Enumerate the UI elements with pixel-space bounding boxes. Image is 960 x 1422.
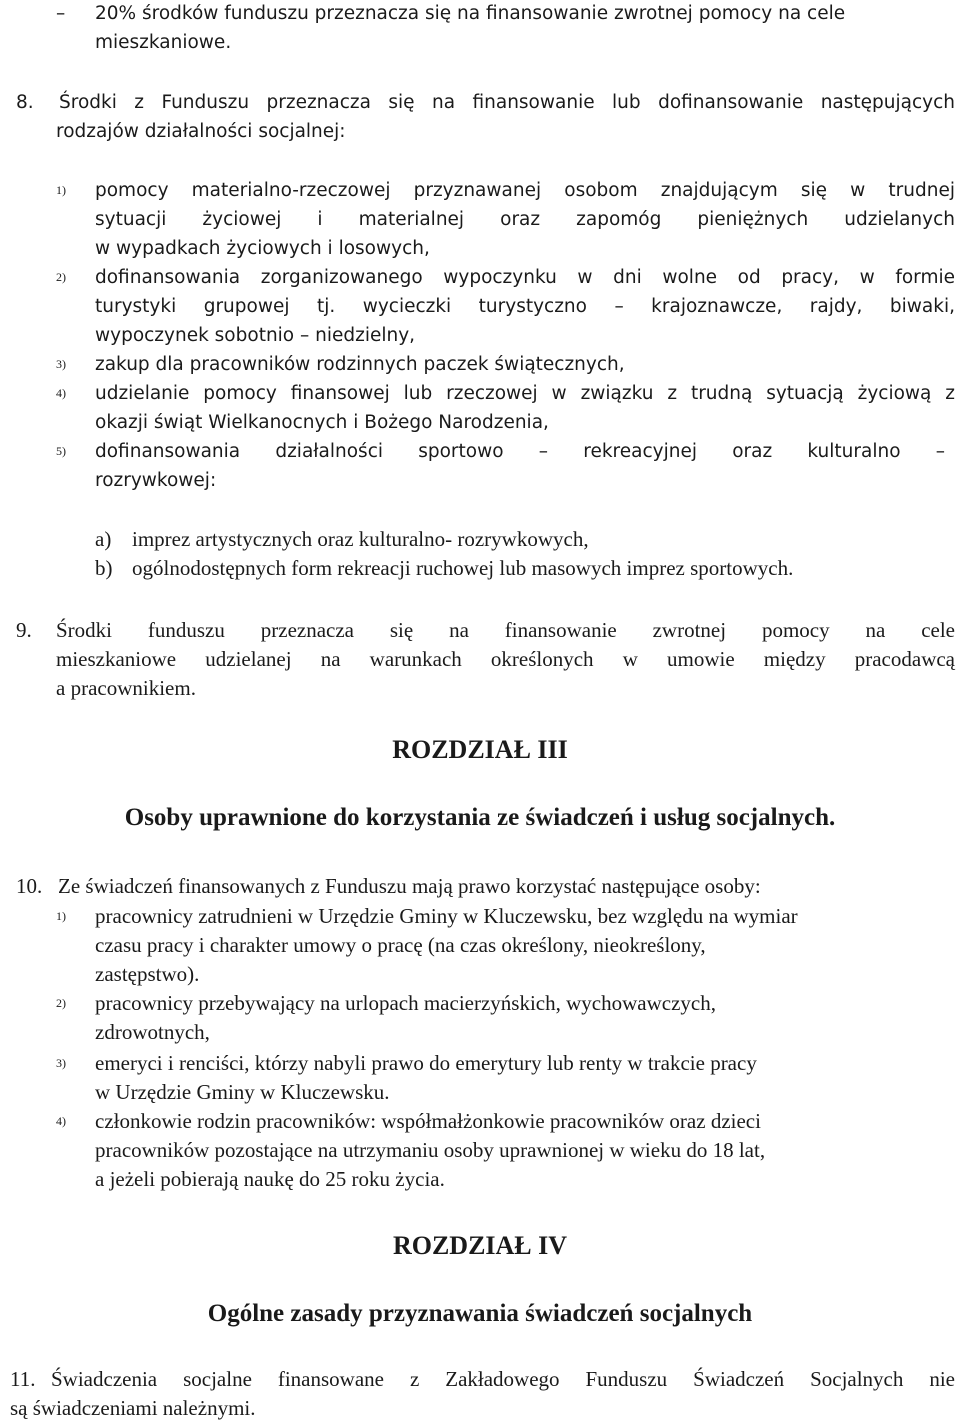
list-number: 3) xyxy=(56,357,66,371)
list-dash: – xyxy=(56,3,66,24)
text-line: a jeżeli pobierają naukę do 25 roku życia. xyxy=(95,1167,445,1191)
paragraph-number: 9. xyxy=(16,618,32,642)
text-line: 20% środków funduszu przeznacza się na finansowanie zwrotnej pomocy na cele xyxy=(95,3,846,24)
text-line: pomocy materialno-rzeczowej przyznawanej osobom znajdującym się w trudnej xyxy=(95,180,955,201)
text-line: zakup dla pracowników rodzinnych paczek świątecznych, xyxy=(95,354,625,375)
text-line: w Urzędzie Gminy w Kluczewsku. xyxy=(95,1080,390,1104)
text-line: udzielanie pomocy finansowej lub rzeczowej w związku z trudną sytuacją życiową z xyxy=(95,383,955,404)
text-line: turystyki grupowej tj. wycieczki turystyczno – krajoznawcze, rajdy, biwaki, xyxy=(95,296,955,317)
text-line: Świadczenia socjalne finansowane z Zakładowego Funduszu Świadczeń Socjalnych nie xyxy=(51,1367,955,1391)
chapter-subtitle: Osoby uprawnione do korzystania ze świadczeń i usług socjalnych. xyxy=(124,804,836,831)
text-line: okazji świąt Wielkanocnych i Bożego Narodzenia, xyxy=(95,412,549,433)
chapter-title: ROZDZIAŁ IV xyxy=(392,1231,568,1260)
text-line: sytuacji życiowej i materialnej oraz zapomóg pieniężnych udzielanych xyxy=(95,209,955,230)
paragraph-number: 8. xyxy=(16,92,34,113)
chapter-subtitle: Ogólne zasady przyznawania świadczeń socjalnych xyxy=(207,1300,753,1327)
sub-list-label: a) xyxy=(95,527,112,551)
text-line: imprez artystycznych oraz kulturalno- rozrywkowych, xyxy=(132,527,589,551)
list-number: 2) xyxy=(56,270,66,284)
list-number: 4) xyxy=(56,1114,66,1128)
sub-list-label: b) xyxy=(95,556,113,580)
text-line: Środki funduszu przeznacza się na finansowanie zwrotnej pomocy na cele xyxy=(56,618,955,642)
text-line: dofinansowania zorganizowanego wypoczynku w dni wolne od pracy, w formie xyxy=(95,267,955,288)
text-line: są świadczeniami należnymi. xyxy=(10,1396,256,1420)
text-line: czasu pracy i charakter umowy o pracę (na czas określony, nieokreślony, xyxy=(95,933,706,957)
text-line: ogólnodostępnych form rekreacji ruchowej lub masowych imprez sportowych. xyxy=(132,556,794,580)
text-line: pracownicy zatrudnieni w Urzędzie Gminy w Kluczewsku, bez względu na wymiar xyxy=(95,904,798,928)
text-line: emeryci i renciści, którzy nabyli prawo do emerytury lub renty w trakcie pracy xyxy=(95,1051,757,1075)
text-line: członkowie rodzin pracowników: współmałżonkowie pracowników oraz dzieci xyxy=(95,1109,761,1133)
text-line: pracownicy przebywający na urlopach macierzyńskich, wychowawczych, xyxy=(95,991,716,1015)
chapter-title: ROZDZIAŁ III xyxy=(392,735,568,764)
list-number: 2) xyxy=(56,996,66,1010)
text-line: zdrowotnych, xyxy=(95,1020,210,1044)
text-line: Ze świadczeń finansowanych z Funduszu mają prawo korzystać następujące osoby: xyxy=(58,874,761,898)
text-line: a pracownikiem. xyxy=(56,676,196,700)
text-line: mieszkaniowe. xyxy=(95,32,232,53)
text-line: pracowników pozostające na utrzymaniu osoby uprawnionej w wieku do 18 lat, xyxy=(95,1138,766,1162)
text-line: w wypadkach życiowych i losowych, xyxy=(95,238,430,259)
list-number: 4) xyxy=(56,386,66,400)
paragraph-number: 10. xyxy=(16,874,43,898)
text-line: dofinansowania działalności sportowo – rekreacyjnej oraz kulturalno – xyxy=(95,441,945,462)
text-line: Środki z Funduszu przeznacza się na finansowanie lub dofinansowanie następujących xyxy=(59,92,955,113)
list-number: 3) xyxy=(56,1056,66,1070)
list-number: 1) xyxy=(56,909,66,923)
text-line: mieszkaniowe udzielanej na warunkach określonych w umowie między pracodawcą xyxy=(56,647,955,671)
list-number: 1) xyxy=(56,183,66,197)
list-number: 5) xyxy=(56,444,66,458)
paragraph-number: 11. xyxy=(10,1367,36,1391)
text-line: rozrywkowej: xyxy=(95,470,217,491)
text-line: zastępstwo). xyxy=(95,962,200,986)
text-line: rodzajów działalności socjalnej: xyxy=(56,121,346,142)
text-line: wypoczynek sobotnio – niedzielny, xyxy=(95,325,416,346)
